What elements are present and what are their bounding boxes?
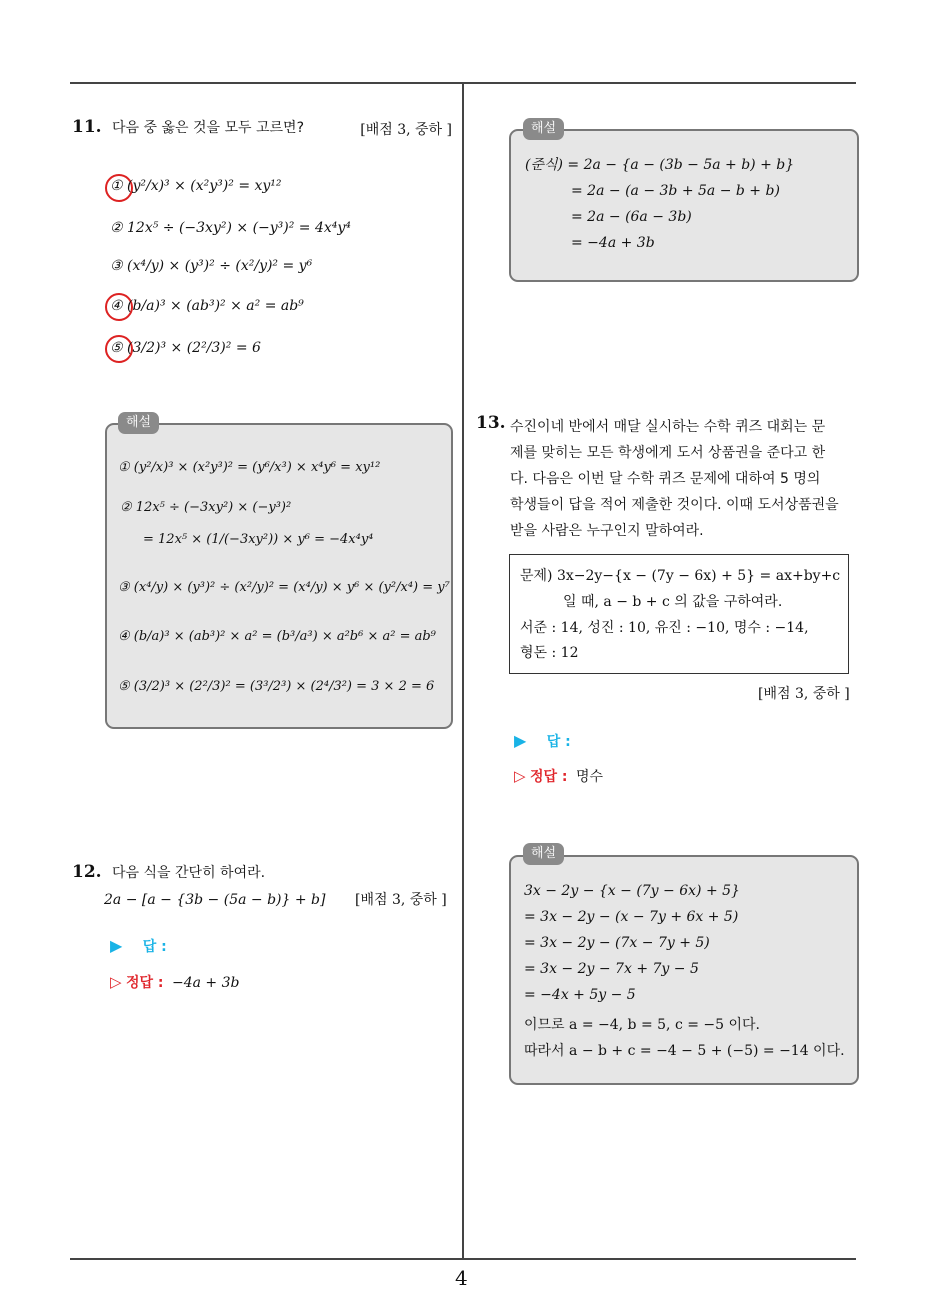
- q13-solution-line-1: 3x − 2y − {x − (7y − 6x) + 5}: [524, 883, 740, 899]
- q13-box-line-2: 일 때, a − b + c 의 값을 구하여라.: [563, 594, 783, 610]
- q12-solution-line-4: = −4a + 3b: [571, 235, 655, 251]
- q13-question-line-1: 수진이네 반에서 매달 실시하는 수학 퀴즈 대회는 문: [510, 419, 826, 435]
- q13-solution-line-2: = 3x − 2y − (x − 7y + 6x + 5): [524, 909, 739, 925]
- q11-option-5: ⑤ (3/2)³ × (2²/3)² = 6: [110, 340, 261, 356]
- q12-solution-line-1: (준식) = 2a − {a − (3b − 5a + b) + b}: [525, 157, 795, 173]
- q11-option-3: ③ (x⁴/y) × (y³)² ÷ (x²/y)² = y⁶: [110, 258, 313, 274]
- q11-solution-tag: 해설: [118, 412, 159, 434]
- q13-box-line-4: 형돈 : 12: [520, 645, 579, 661]
- q11-option-4: ④ (b/a)³ × (ab³)² × a² = ab⁹: [110, 298, 304, 314]
- outline-arrow-icon: ▷: [110, 973, 122, 991]
- q12-correct-row: [110, 972, 239, 992]
- q13-number: 13.: [476, 413, 506, 433]
- q13-box-line-3: 서준 : 14, 성진 : 10, 유진 : −10, 명수 : −14,: [520, 620, 809, 636]
- q12-question: 다음 식을 간단히 하여라.: [112, 865, 266, 881]
- page-number: 4: [455, 1266, 468, 1290]
- q13-solution-line-5: = −4x + 5y − 5: [524, 987, 636, 1003]
- q13-answer-label: 답 :: [546, 734, 571, 750]
- q11-solution-line-5: ④ (b/a)³ × (ab³)² × a² = (b³/a³) × a²b⁶ × a² = ab⁹: [118, 629, 436, 644]
- q12-solution-tag: 해설: [523, 118, 564, 140]
- q12-correct-label: 정답 :: [126, 975, 164, 991]
- bottom-rule: [70, 1258, 856, 1260]
- q11-question: 다음 중 옳은 것을 모두 고르면?: [112, 120, 305, 136]
- q13-solution-tag: 해설: [523, 843, 564, 865]
- q13-correct-value: 명수: [575, 769, 604, 785]
- q11-header: [72, 117, 452, 137]
- column-divider: [462, 82, 464, 1259]
- play-arrow-icon: ▶: [514, 731, 527, 750]
- q13-solution-line-4: = 3x − 2y − 7x + 7y − 5: [524, 961, 699, 977]
- q13-box-line-1: 문제) 3x−2y−{x − (7y − 6x) + 5} = ax+by+c: [520, 568, 841, 584]
- q13-solution-line-7: 따라서 a − b + c = −4 − 5 + (−5) = −14 이다.: [524, 1043, 845, 1059]
- q12-number: 12.: [72, 862, 102, 882]
- q13-solution-line-6: 이므로 a = −4, b = 5, c = −5 이다.: [524, 1017, 760, 1033]
- q13-question-line-3: 다. 다음은 이번 달 수학 퀴즈 문제에 대하여 5 명의: [510, 471, 821, 487]
- q12-header: [72, 862, 265, 882]
- q11-solution-line-6: ⑤ (3/2)³ × (2²/3)² = (3³/2³) × (2⁴/3²) = 3 × 2 = 6: [118, 679, 435, 694]
- q13-correct-label: 정답 :: [530, 769, 568, 785]
- q12-solution-box: [509, 129, 859, 282]
- q13-question-line-4: 학생들이 답을 적어 제출한 것이다. 이때 도서상품권을: [510, 497, 839, 513]
- q11-solution-line-3: = 12x⁵ × (1/(−3xy²)) × y⁶ = −4x⁴y⁴: [143, 532, 374, 547]
- q13-question-line-5: 받을 사람은 누구인지 말하여라.: [510, 523, 704, 539]
- q11-solution-line-1: ① (y²/x)³ × (x²y³)² = (y⁶/x³) × x⁴y⁶ = xy¹²: [118, 460, 381, 475]
- q13-solution-line-3: = 3x − 2y − (7x − 7y + 5): [524, 935, 710, 951]
- q11-solution-line-4: ③ (x⁴/y) × (y³)² ÷ (x²/y)² = (x⁴/y) × y⁶ × (y²/x⁴) = y⁷: [118, 580, 450, 595]
- q11-solution-line-2: ② 12x⁵ ÷ (−3xy²) × (−y³)²: [120, 500, 292, 515]
- play-arrow-icon: ▶: [110, 936, 123, 955]
- q12-solution-line-2: = 2a − (a − 3b + 5a − b + b): [571, 183, 780, 199]
- q13-question: [510, 414, 860, 544]
- q12-answer-row: [110, 936, 167, 956]
- q11-option-2: ② 12x⁵ ÷ (−3xy²) × (−y³)² = 4x⁴y⁴: [110, 220, 351, 236]
- outline-arrow-icon: ▷: [514, 767, 526, 785]
- q13-answer-row: [514, 731, 571, 751]
- q11-option-1: ① (y²/x)³ × (x²y³)² = xy¹²: [110, 178, 282, 194]
- q13-question-line-2: 제를 맞히는 모든 학생에게 도서 상품권을 준다고 한: [510, 445, 826, 461]
- q13-score: [배점 3, 중하 ]: [758, 686, 850, 702]
- q11-number: 11.: [72, 117, 102, 137]
- q12-answer-label: 답 :: [142, 939, 167, 955]
- q13-correct-row: [514, 766, 603, 786]
- q12-solution-line-3: = 2a − (6a − 3b): [571, 209, 692, 225]
- q12-expression: 2a − [a − {3b − (5a − b)} + b]: [104, 892, 326, 908]
- q12-score: [배점 3, 중하 ]: [355, 892, 447, 908]
- q11-score: [배점 3, 중하 ]: [360, 122, 452, 138]
- q12-correct-value: −4a + 3b: [171, 975, 240, 991]
